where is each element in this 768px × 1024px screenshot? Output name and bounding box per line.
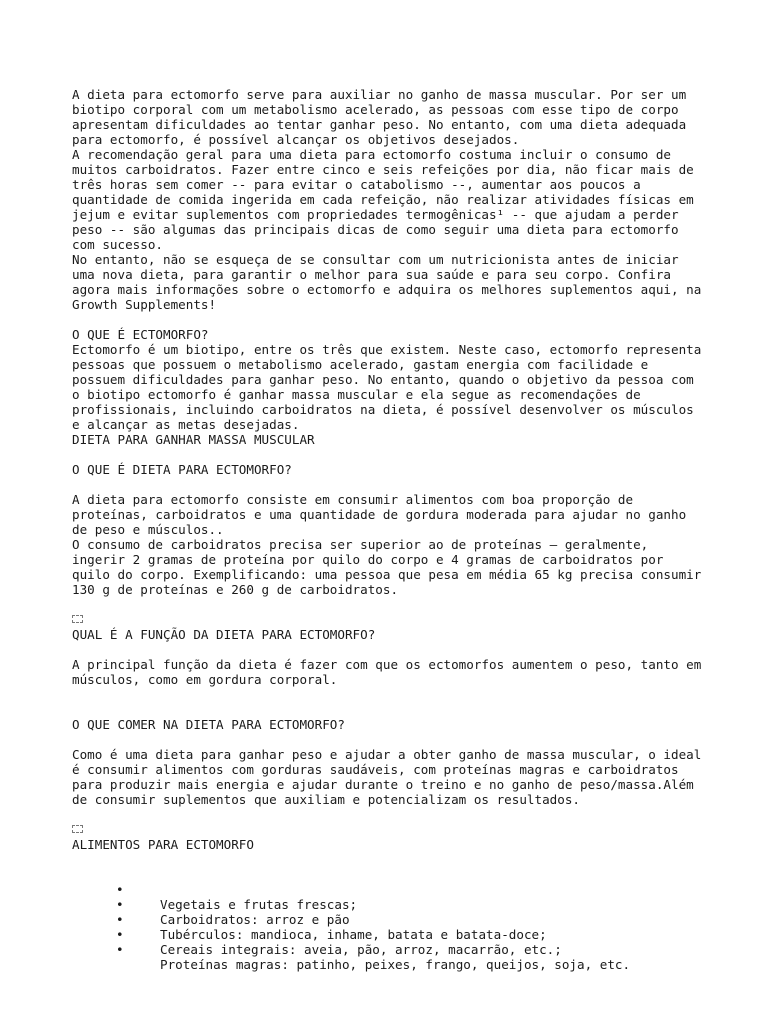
bullet-icon: • bbox=[116, 927, 124, 942]
body-line: proteínas, carboidratos e uma quantidade de gordura moderada para ajudar no ganho bbox=[72, 507, 687, 522]
body-line: de peso e músculos.. bbox=[72, 522, 224, 537]
intro-line: apresentam dificuldades ao tentar ganhar peso. No entanto, com uma dieta adequada bbox=[72, 117, 687, 132]
intro-line: peso -- são algumas das principais dicas de como seguir uma dieta para ectomorfo bbox=[72, 222, 679, 237]
spacer bbox=[72, 702, 732, 717]
intro-line: A dieta para ectomorfo serve para auxiliar no ganho de massa muscular. Por ser um bbox=[72, 87, 687, 102]
intro-line: agora mais informações sobre o ectomorfo e adquira os melhores suplementos aqui, na bbox=[72, 282, 702, 297]
intro-paragraph bbox=[72, 87, 732, 312]
spacer bbox=[72, 597, 732, 612]
intro-line: uma nova dieta, para garantir o melhor para sua saúde e para seu corpo. Confira bbox=[72, 267, 671, 282]
spacer bbox=[72, 687, 732, 702]
section-heading: O QUE É ECTOMORFO? bbox=[72, 327, 209, 342]
section-heading: O QUE COMER NA DIETA PARA ECTOMORFO? bbox=[72, 717, 345, 732]
intro-line: jejum e evitar suplementos com propriedades termogênicas¹ -- que ajudam a perder bbox=[72, 207, 679, 222]
section-subheading: DIETA PARA GANHAR MASSA MUSCULAR bbox=[72, 432, 315, 447]
spacer bbox=[72, 447, 732, 462]
intro-line: No entanto, não se esqueça de se consultar com um nutricionista antes de iniciar bbox=[72, 252, 679, 267]
body-line: músculos, como em gordura corporal. bbox=[72, 672, 338, 687]
intro-line: três horas sem comer -- para evitar o catabolismo --, aumentar aos poucos a bbox=[72, 177, 641, 192]
spacer bbox=[72, 642, 732, 657]
section-what-is-diet bbox=[72, 462, 732, 597]
body-line: Ectomorfo é um biotipo, entre os três que existem. Neste caso, ectomorfo representa bbox=[72, 342, 702, 357]
body-line: possuem dificuldades para ganhar peso. No entanto, quando o objetivo da pessoa com bbox=[72, 372, 694, 387]
intro-line: Growth Supplements! bbox=[72, 297, 217, 312]
body-line: Como é uma dieta para ganhar peso e ajudar a obter ganho de massa muscular, o ideal bbox=[72, 747, 702, 762]
body-line: de consumir suplementos que auxiliam e potencializam os resultados. bbox=[72, 792, 580, 807]
list-item-text: Tubérculos: mandioca, inhame, batata e batata-doce; bbox=[160, 927, 547, 942]
missing-glyph-row bbox=[72, 822, 732, 837]
body-line: O consumo de carboidratos precisa ser superior ao de proteínas – geralmente, bbox=[72, 537, 649, 552]
body-line: quilo do corpo. Exemplificando: uma pessoa que pesa em média 65 kg precisa consumir bbox=[72, 567, 702, 582]
intro-line: A recomendação geral para uma dieta para ectomorfo costuma incluir o consumo de bbox=[72, 147, 671, 162]
section-diet-function bbox=[72, 627, 732, 687]
intro-line: para ectomorfo, é possível alcançar os objetivos desejados. bbox=[72, 132, 520, 147]
bullet-icon: • bbox=[116, 882, 124, 897]
missing-glyph-icon bbox=[72, 615, 83, 623]
section-heading: ALIMENTOS PARA ECTOMORFO bbox=[72, 837, 254, 852]
list-item-text: Cereais integrais: aveia, pão, arroz, macarrão, etc.; bbox=[160, 942, 562, 957]
body-line: o biotipo ectomorfo é ganhar massa muscular e ela segue as recomendações de bbox=[72, 387, 641, 402]
bullet-icon: • bbox=[116, 942, 124, 957]
bullet-icon: • bbox=[116, 897, 124, 912]
spacer bbox=[72, 732, 732, 747]
body-line: A principal função da dieta é fazer com que os ectomorfos aumentem o peso, tanto em bbox=[72, 657, 702, 672]
list-item-text: Proteínas magras: patinho, peixes, frango, queijos, soja, etc. bbox=[160, 957, 631, 972]
section-what-to-eat bbox=[72, 717, 732, 807]
foods-list bbox=[72, 867, 732, 972]
spacer bbox=[72, 477, 732, 492]
body-line: pessoas que possuem o metabolismo acelerado, gastam energia com facilidade e bbox=[72, 357, 649, 372]
section-heading: O QUE É DIETA PARA ECTOMORFO? bbox=[72, 462, 292, 477]
spacer bbox=[72, 312, 732, 327]
list-item-text: Carboidratos: arroz e pão bbox=[160, 912, 350, 927]
body-line: é consumir alimentos com gorduras saudáveis, com proteínas magras e carboidratos bbox=[72, 762, 679, 777]
intro-line: quantidade de comida ingerida em cada refeição, não realizar atividades físicas em bbox=[72, 192, 694, 207]
body-line: profissionais, incluindo carboidratos na dieta, é possível desenvolver os músculos bbox=[72, 402, 694, 417]
section-what-is-ectomorph bbox=[72, 327, 732, 447]
body-line: para produzir mais energia e ajudar durante o treino e no ganho de peso/massa.Além bbox=[72, 777, 694, 792]
intro-line: biotipo corporal com um metabolismo acelerado, as pessoas com esse tipo de corpo bbox=[72, 102, 679, 117]
body-line: 130 g de proteínas e 260 g de carboidratos. bbox=[72, 582, 399, 597]
list-item bbox=[72, 867, 732, 912]
list-item-text: Vegetais e frutas frescas; bbox=[160, 897, 358, 912]
intro-line: com sucesso. bbox=[72, 237, 163, 252]
section-heading: QUAL É A FUNÇÃO DA DIETA PARA ECTOMORFO? bbox=[72, 627, 376, 642]
spacer bbox=[72, 807, 732, 822]
spacer bbox=[72, 852, 732, 867]
bullet-icon: • bbox=[116, 912, 124, 927]
body-line: A dieta para ectomorfo consiste em consumir alimentos com boa proporção de bbox=[72, 492, 634, 507]
missing-glyph-row bbox=[72, 612, 732, 627]
body-line: e alcançar as metas desejadas. bbox=[72, 417, 300, 432]
body-line: ingerir 2 gramas de proteína por quilo do corpo e 4 gramas de carboidratos por bbox=[72, 552, 664, 567]
section-foods bbox=[72, 837, 732, 972]
missing-glyph-icon bbox=[72, 825, 83, 833]
intro-line: muitos carboidratos. Fazer entre cinco e seis refeições por dia, não ficar mais de bbox=[72, 162, 694, 177]
